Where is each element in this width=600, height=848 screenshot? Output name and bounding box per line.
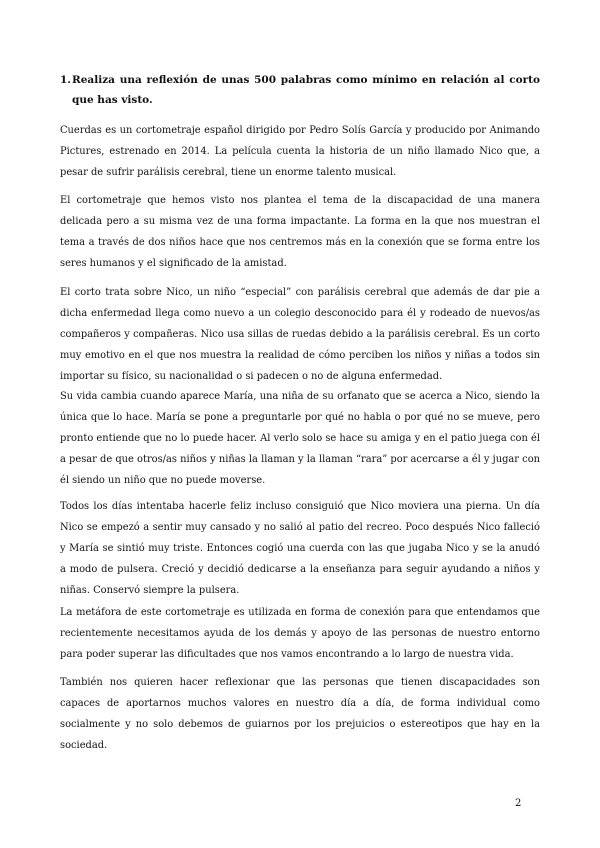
question-number: 1. — [60, 74, 71, 86]
paragraph-theme: El cortometraje que hemos visto nos plantea el tema de la discapacidad de una manera delicada pero a su misma vez de una forma impactante. La forma en la que nos muestran el tema a través de dos niños hace que nos centremos más en la conexión que se forma entre los seres humanos y el significado de la amistad. — [60, 194, 540, 269]
paragraph-reflection: También nos quieren hacer reflexionar que las personas que tienen discapacidades son capaces de aportarnos muchos valores en nuestro día a día, de forma individual como socialmente y no solo debemos de guiarnos por los prejuicios o estereotipos que hay en la sociedad. — [60, 676, 540, 751]
paragraph-metaphor: La metáfora de este cortometraje es utilizada en forma de conexión para que entendamos que recientemente necesitamos ayuda de los demás y apoyo de las personas de nuestro entorno para poder superar las dificultades que nos vamos encontrando a lo largo de nuestra vida. — [60, 606, 540, 660]
paragraph-maria: Su vida cambia cuando aparece María, una niña de su orfanato que se acerca a Nico, siendo la única que lo hace. María se pone a preguntarle por qué no habla o por qué no se mueve, pero pronto entiende que no lo puede hacer. Al verlo solo se hace su amiga y en el patio juega con él a pesar de que otros/as niños y niñas la llaman y la llaman “rara” por acercarse a él y jugar con él siendo un niño que no puede moverse. — [60, 390, 540, 486]
paragraph-ending: Todos los días intentaba hacerle feliz incluso consiguió que Nico moviera una pierna. Un día Nico se empezó a sentir muy cansado y no salió al patio del recreo. Poco después Nico falleció y María se sintió muy triste. Entonces cogió una cuerda con las que jugaba Nico y se la anudó a modo de pulsera. Creció y decidió dedicarse a la enseñanza para seguir ayudando a niños y niñas. Conservó siempre la pulsera. — [60, 500, 540, 596]
paragraph-intro: Cuerdas es un cortometraje español dirigido por Pedro Solís García y producido por Animando Pictures, estrenado en 2014. La película cuenta la historia de un niño llamado Nico que, a pesar de sufrir parálisis cerebral, tiene un enorme talento musical. — [60, 124, 540, 178]
page-number: 2 — [515, 798, 522, 809]
question-text: Realiza una reflexión de unas 500 palabras como mínimo en relación al corto que has visto. — [72, 74, 540, 106]
question-heading — [60, 70, 540, 110]
paragraph-nico: El corto trata sobre Nico, un niño “especial” con parálisis cerebral que además de dar pie a dicha enfermedad llega como nuevo a un colegio desconocido para él y rodeado de nuevos/as compañeros y compañeras. Nico usa sillas de ruedas debido a la parálisis cerebral. Es un corto muy emotivo en el que nos muestra la realidad de cómo perciben los niños y niñas a todos sin importar su físico, su nacionalidad o si padecen o no de alguna enfermedad. — [60, 286, 540, 382]
